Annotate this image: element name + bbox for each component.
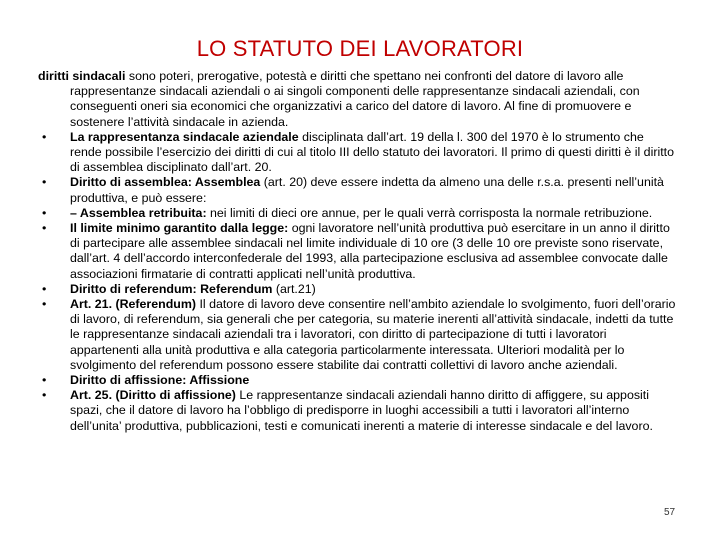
slide-body — [38, 69, 678, 434]
item-bold: La rappresentanza sindacale aziendale — [70, 129, 299, 144]
list-item — [38, 221, 678, 282]
item-bold: Diritto di affissione: Affissione — [70, 373, 250, 388]
bullet-icon: • — [42, 221, 47, 236]
item-text: (art.21) — [272, 281, 316, 296]
list-item — [38, 206, 678, 221]
item-text: ogni lavoratore nell’unità produttiva può esercitare in un anno il diritto di partecipare alle assemblee sindacali nel limite individuale di 10 ore (3 delle 10 ore previste sono riservate, dall’art. 4 dell’accordo interconfederale del 1993, alla partecipazione esclusiva ad assemblee convocate dalle associazioni firmatarie di contratti applicati nell’unità produttiva. — [70, 221, 670, 281]
intro-text: sono poteri, prerogative, potestà e diritti che spettano nei confronti del datore di lavoro alle rappresentanze sindacali aziendali o ai singoli componenti delle rappresentanze sindacali aziendali, con conseguenti oneri sia economici che organizzativi a carico del datore di lavoro. Al fine di promuovere e sostenere l’attività sindacale in azienda. — [70, 69, 640, 129]
item-bold: – Assemblea retribuita: — [70, 205, 207, 220]
bullet-icon: • — [42, 388, 47, 403]
bullet-icon: • — [42, 281, 47, 296]
list-item — [38, 282, 678, 297]
list-item — [38, 388, 678, 434]
item-text: disciplinata dall’art. 19 della l. 300 del 1970 è lo strumento che rende possibile l’esercizio dei diritti di cui al titolo III dello statuto dei lavoratori. Il primo di questi diritti è il diritto di assemblea disciplinato dall’art. 20. — [70, 129, 674, 175]
bullet-icon: • — [42, 297, 47, 312]
intro-paragraph — [38, 69, 678, 130]
item-bold: Art. 25. (Diritto di affissione) — [70, 388, 236, 403]
list-item — [38, 175, 678, 205]
list-item — [38, 297, 678, 373]
bullet-icon: • — [42, 129, 47, 144]
item-bold: Diritto di assemblea: Assemblea — [70, 175, 261, 190]
list-item — [38, 373, 678, 388]
bullet-icon: • — [42, 373, 47, 388]
item-text: nei limiti di dieci ore annue, per le quali verrà corrisposta la normale retribuzione. — [206, 205, 653, 220]
item-text: Il datore di lavoro deve consentire nell’ambito aziendale lo svolgimento, fuori dell’orario di lavoro, di referendum, sia generali che per categoria, su materie inerenti all’attività sindacale, indetti da tutte le rappresentanze sindacali aziendali tra i lavoratori, con diritto di partecipazione di tutti i lavoratori appartenenti alla unità produttiva e alla categoria particolarmente interessata. Ulteriori modalità per lo svolgimento del referendum possono essere stabilite dai contratti collettivi di lavoro anche aziendali. — [70, 297, 676, 372]
slide-title: LO STATUTO DEI LAVORATORI — [196, 36, 524, 61]
item-bold: Art. 21. (Referendum) — [70, 297, 196, 312]
bullet-icon: • — [42, 175, 47, 190]
page-number: 57 — [664, 507, 676, 518]
item-bold: Diritto di referendum: Referendum — [70, 281, 273, 296]
item-text: (art. 20) deve essere indetta da almeno una delle r.s.a. presenti nell’unità produttiva, e può essere: — [70, 175, 664, 205]
item-text: Le rappresentanze sindacali aziendali hanno diritto di affiggere, su appositi spazi, che il datore di lavoro ha l’obbligo di predisporre in luoghi accessibili a tutti i lavoratori all’interno dell’unita’ produttiva, pubblicazioni, testi e comunicati inerenti a materie di interesse sindacale e del lavoro. — [70, 388, 653, 433]
list-item — [38, 130, 678, 176]
bullet-icon: • — [42, 205, 47, 220]
intro-bold: diritti sindacali — [38, 69, 126, 83]
item-bold: Il limite minimo garantito dalla legge: — [70, 221, 289, 236]
